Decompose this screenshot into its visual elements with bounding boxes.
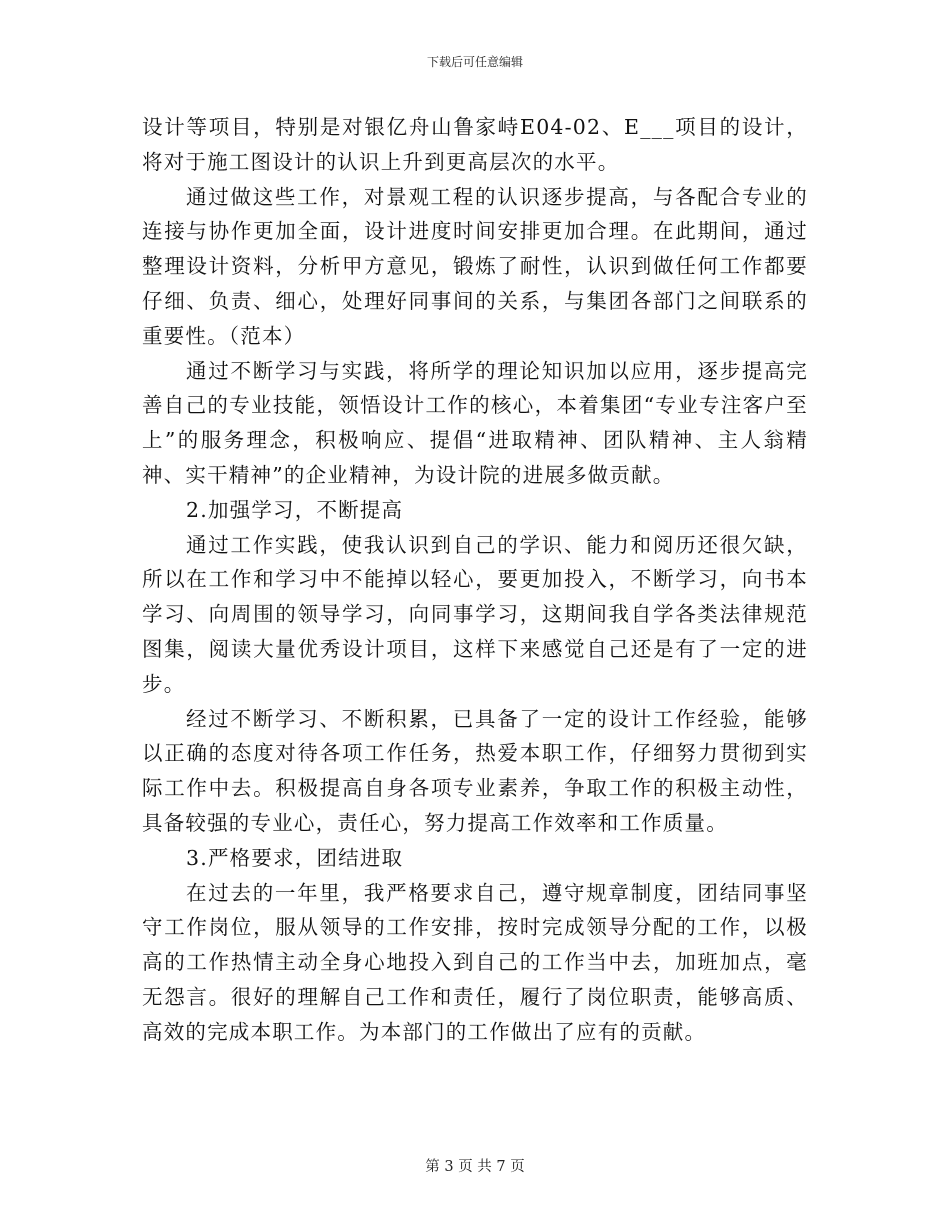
paragraph-6: 在过去的一年里，我严格要求自己，遵守规章制度，团结同事坚守工作岗位，服从领导的工作安排，按时完成领导分配的工作，以极高的工作热情主动全身心地投入到自己的工作当中去，加班加点，毫无怨言。很好的理解自己工作和责任，履行了岗位职责，能够高质、高效的完成本职工作。为本部门的工作做出了应有的贡献。 — [142, 880, 808, 1044]
paragraph-3: 通过不断学习与实践，将所学的理论知识加以应用，逐步提高完善自己的专业技能，领悟设计工作的核心，本着集团“专业专注客户至上”的服务理念，积极响应、提倡“进取精神、团队精神、主人翁精神、实干精神”的企业精神，为设计院的进展多做贡献。 — [142, 358, 808, 487]
paragraph-5: 经过不断学习、不断积累，已具备了一定的设计工作经验，能够以正确的态度对待各项工作任务，热爱本职工作，仔细努力贯彻到实际工作中去。积极提高自身各项专业素养，争取工作的积极主动性，具备较强的专业心，责任心，努力提高工作效率和工作质量。 — [142, 706, 808, 835]
paragraph-2: 通过做这些工作，对景观工程的认识逐步提高，与各配合专业的连接与协作更加全面，设计进度时间安排更加合理。在此期间，通过整理设计资料，分析甲方意见，锻炼了耐性，认识到做任何工作都要仔细、负责、细心，处理好同事间的关系，与集团各部门之间联系的重要性。（范本） — [142, 184, 808, 348]
section-heading-2: 2.加强学习，不断提高 — [186, 497, 404, 522]
section-heading-3: 3.严格要求，团结进取 — [186, 845, 404, 870]
page-header: 下载后可任意编辑 — [426, 55, 523, 69]
paragraph-4: 通过工作实践，使我认识到自己的学识、能力和阅历还很欠缺，所以在工作和学习中不能掉以轻心，要更加投入，不断学习，向书本学习、向周围的领导学习，向同事学习，这期间我自学各类法律规范图集，阅读大量优秀设计项目，这样下来感觉自己还是有了一定的进步。 — [142, 532, 808, 696]
paragraph-1: 设计等项目，特别是对银亿舟山鲁家峙E04-02、E___项目的设计，将对于施工图设计的认识上升到更高层次的水平。 — [142, 115, 808, 174]
document-body — [142, 110, 808, 1050]
page-number: 第 3 页 共 7 页 — [425, 1159, 525, 1175]
